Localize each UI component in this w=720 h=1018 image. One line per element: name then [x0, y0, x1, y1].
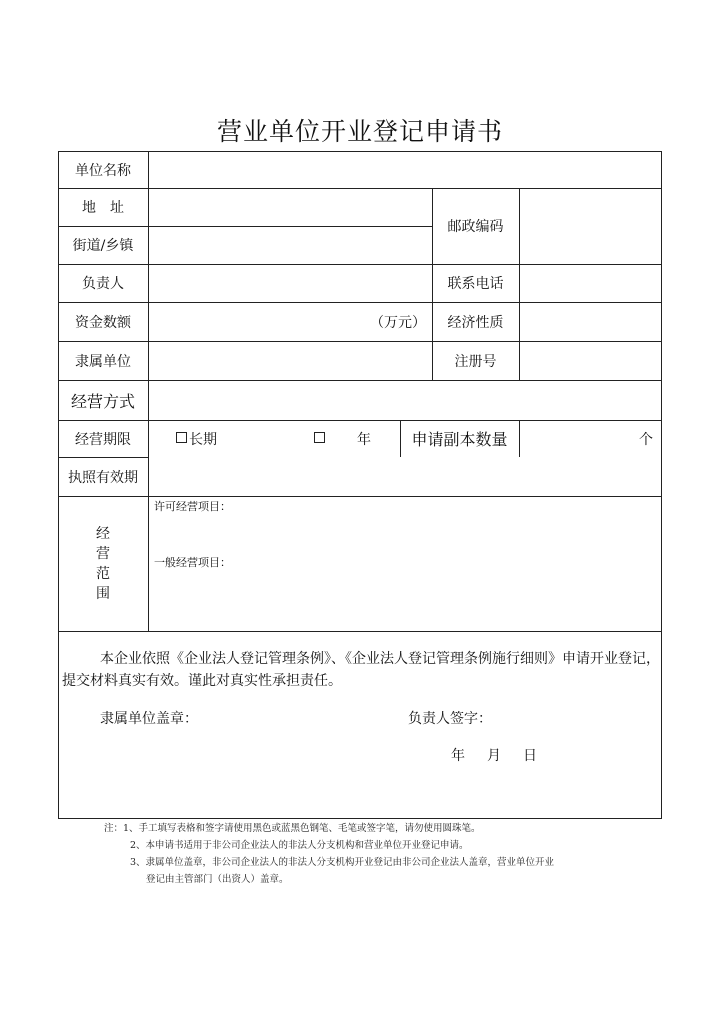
copies-unit: 个 [639, 431, 653, 448]
form-border-bottom [58, 818, 662, 819]
checkbox-years[interactable] [314, 420, 344, 457]
scope-char-3: 范 [96, 565, 110, 582]
checkbox-years-box[interactable] [314, 432, 325, 443]
label-affiliated-unit: 隶属单位 [75, 353, 131, 370]
scope-char-2: 营 [96, 545, 110, 562]
notes [104, 820, 554, 888]
label-reg-no: 注册号 [454, 353, 497, 370]
label-econ-nature: 经济性质 [447, 314, 504, 331]
label-capital: 资金数额 [75, 314, 131, 331]
label-phone: 联系电话 [447, 276, 504, 292]
label-unit-name: 单位名称 [75, 162, 131, 179]
label-address: 地 址 [82, 200, 124, 216]
option-long-term[interactable] [176, 420, 256, 457]
note-4: 登记由主管部门（出资人）盖章。 [146, 874, 289, 885]
input-econ-nature[interactable] [519, 302, 661, 341]
note-1: 注：1、手工填写表格和签字请使用黑色或蓝黑色钢笔、毛笔或签字笔，请勿使用圆珠笔。 [104, 823, 481, 834]
input-principal[interactable] [148, 264, 432, 302]
label-copies: 申请副本数量 [411, 430, 508, 449]
label-street: 街道/乡镇 [72, 238, 134, 254]
date-month: 月 [487, 748, 501, 764]
date-day: 日 [523, 748, 537, 764]
date-year: 年 [451, 748, 465, 764]
input-general-items[interactable] [148, 571, 661, 629]
label-principal: 负责人 [82, 276, 124, 292]
label-business-scope [58, 496, 148, 631]
label-business-mode: 经营方式 [70, 391, 135, 411]
scope-char-4: 围 [96, 585, 110, 602]
input-capital[interactable] [148, 302, 432, 341]
label-license-valid: 执照有效期 [68, 469, 138, 486]
checkbox-long-term[interactable] [176, 432, 187, 443]
label-business-term: 经营期限 [75, 431, 131, 448]
label-postcode: 邮政编码 [447, 219, 504, 235]
seal-label: 隶属单位盖章： [100, 711, 198, 727]
input-address[interactable] [148, 188, 432, 226]
form-title: 营业单位开业登记申请书 [216, 117, 503, 146]
scope-char-1: 经 [96, 525, 110, 542]
input-copies[interactable] [519, 420, 661, 457]
long-term-label: 长期 [189, 431, 217, 448]
principal-signature-label: 负责人签字： [408, 711, 492, 727]
input-unit-name[interactable] [148, 151, 661, 188]
input-licensed-items[interactable] [148, 515, 661, 553]
note-2: 2、本申请书适用于非公司企业法人的非法人分支机构和营业单位开业登记申请。 [130, 840, 469, 851]
input-street[interactable] [148, 226, 432, 264]
label-general-items: 一般经营项目： [154, 556, 231, 569]
note-3: 3、隶属单位盖章，非公司企业法人的非法人分支机构开业登记由非公司企业法人盖章，营业单位开业 [130, 857, 555, 868]
capital-unit: （万元） [370, 314, 426, 331]
label-year: 年 [357, 431, 371, 448]
input-postcode[interactable] [519, 188, 661, 264]
declaration-text: 本企业依照《企业法人登记管理条例》、《企业法人登记管理条例施行细则》申请开业登记，提交材料真实有效。谨此对真实性承担责任。 [62, 651, 660, 689]
input-business-mode[interactable] [148, 380, 661, 420]
row-divider [58, 631, 662, 632]
label-licensed-items: 许可经营项目： [154, 500, 231, 513]
input-reg-no[interactable] [519, 341, 661, 380]
input-phone[interactable] [519, 264, 661, 302]
input-affiliated-unit[interactable] [148, 341, 432, 380]
registration-form [58, 151, 662, 819]
form-border-right [661, 151, 662, 819]
